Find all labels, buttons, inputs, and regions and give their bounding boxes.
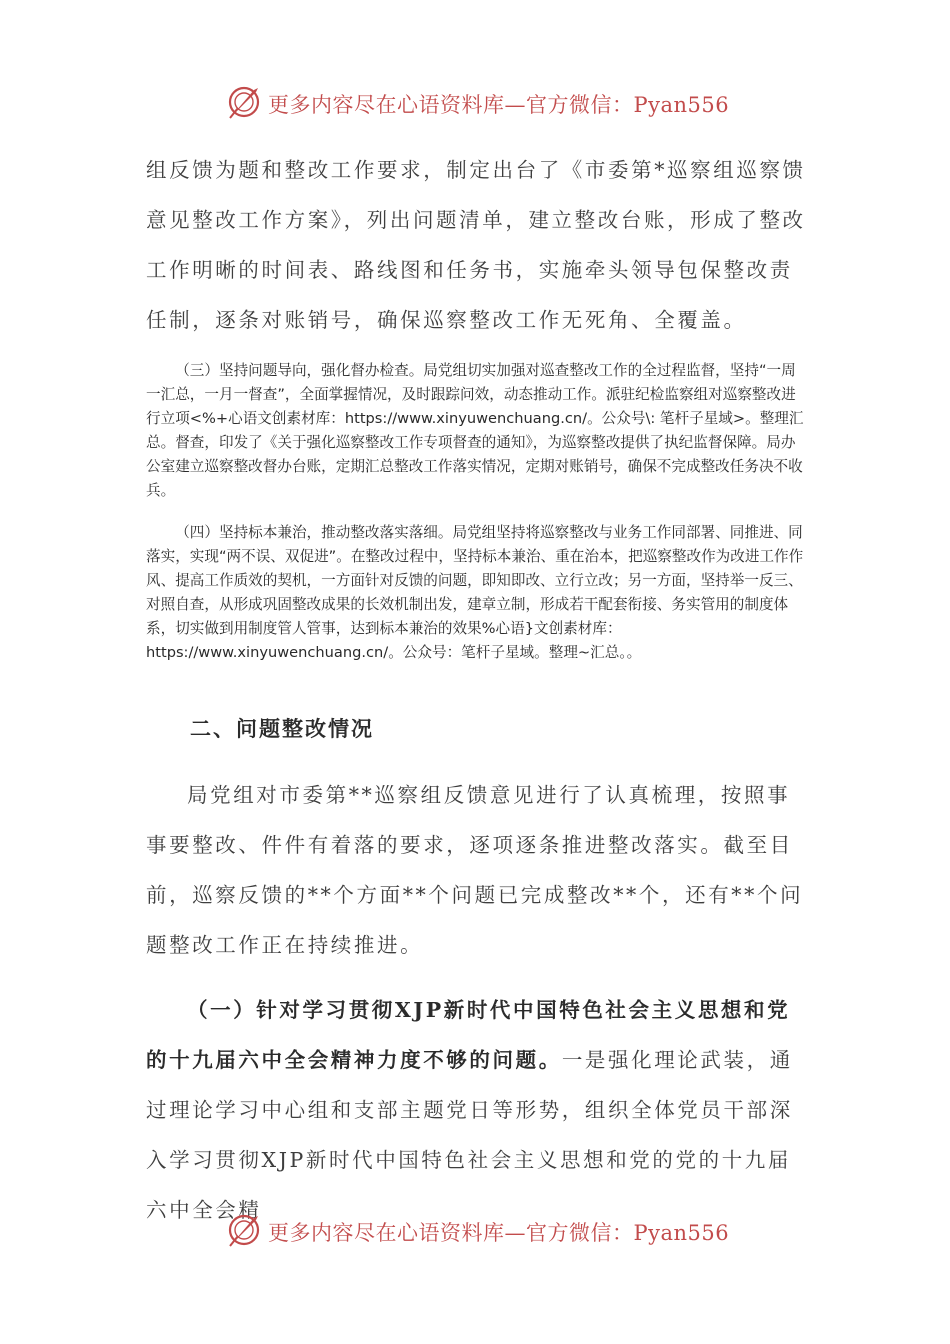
paragraph-theory-study xyxy=(146,985,810,1235)
watermark-text: 更多内容尽在心语资料库—官方微信：Pyan556 xyxy=(268,1221,730,1245)
paragraph-rectification-plan: 组反馈为题和整改工作要求，制定出台了《市委第*巡察组巡察馈意见整改工作方案》，列出问题清单，建立整改台账，形成了整改工作明晰的时间表、路线图和任务书，实施牵头领导包保整改责任制，逐条对账销号，确保巡察整改工作无死角、全覆盖。 xyxy=(146,158,806,332)
quill-pen-logo-icon xyxy=(224,1210,264,1250)
paragraph-rectification-progress: 局党组对市委第**巡察组反馈意见进行了认真梳理，按照事事要整改、件件有着落的要求，逐项逐条推进整改落实。截至目前，巡察反馈的**个方面**个问题已完成整改**个，还有**个问题整改工作正在持续推进。 xyxy=(146,783,804,957)
watermark-banner-bottom xyxy=(0,1208,950,1252)
watermark-banner-top xyxy=(0,80,950,124)
paragraph-root-and-branch: （四）坚持标本兼治，推动整改落实落细。局党组坚持将巡察整改与业务工作同部署、同推进、同落实，实现“两不误、双促进”。在整改过程中，坚持标本兼治、重在治本，把巡察整改作为改进工作作风、提高工作质效的契机，一方面针对反馈的问题，即知即改、立行立改；另一方面，坚持举一反三、对照自查，从形成巩固整改成果的长效机制出发，建章立制，形成若干配套衔接、务实管用的制度体系，切实做到用制度管人管事，达到标本兼治的效果%心语}文创素材库：https://www.xinyuwenchuang.cn/。公众号：笔杆子星域。整理~汇总。。 xyxy=(146,524,804,661)
paragraph-theory-study-body: 一是强化理论武装，通过理论学习中心组和支部主题党日等形势，组织全体党员干部深入学习贯彻XJP新时代中国特色社会主义思想和党的党的十九届六中全会精 xyxy=(146,1048,793,1222)
section-heading-rectification-status: 二、问题整改情况 xyxy=(190,716,374,741)
quill-pen-logo-icon xyxy=(224,82,264,122)
paragraph-supervision: （三）坚持问题导向，强化督办检查。局党组切实加强对巡查整改工作的全过程监督，坚持“一周一汇总，一月一督查”，全面掌握情况，及时跟踪问效，动态推动工作。派驻纪检监察组对巡察整改进行立项<%+心语文创素材库：https://www.xinyuwenchuang.cn/。公众号\: 笔杆子星域>。整理汇总。督查，印发了《关于强化巡察整改工作专项督查的通知》，为巡察整改提供了执纪监督保障。局办公室建立巡察整改督办台账，定期汇总整改工作落实情况，定期对账销号，确保不完成整改任务决不收兵。 xyxy=(146,362,804,499)
watermark-text: 更多内容尽在心语资料库—官方微信：Pyan556 xyxy=(268,93,730,117)
paragraph-theory-study-title: （一）针对学习贯彻XJP新时代中国特色社会主义思想和党的十九届六中全会精神力度不够的问题。 xyxy=(146,998,791,1072)
